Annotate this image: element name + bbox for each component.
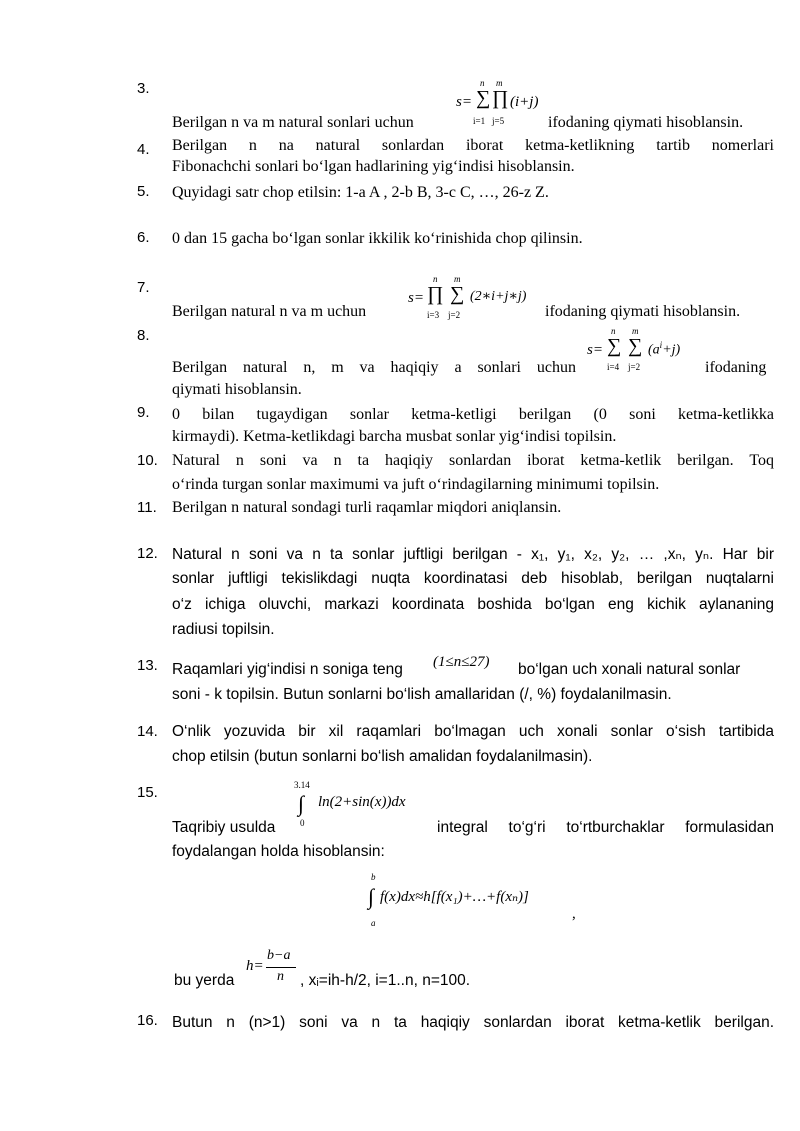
item-9-line-1: 0 bilan tugaydigan sonlar ketma-ketligi berilgan (0 soni ketma-ketlikka <box>172 406 774 423</box>
formula-7-sum-top: m <box>454 274 461 284</box>
formula-8-sum1-top: n <box>611 326 616 336</box>
item-11-line-1: Berilgan n natural sondagi turli raqamlar miqdori aniqlansin. <box>172 499 562 516</box>
item-4-line-2: Fibonachchi sonlari bo‘lgan hadlarining yig‘indisi hisoblansin. <box>172 158 575 175</box>
formula-15b-bottom: a <box>371 918 376 928</box>
formula-15-int-bottom: 0 <box>300 818 305 828</box>
formula-15-int-body: ln(2+sin(x))dx <box>318 794 406 810</box>
item-number-7: 7. <box>137 279 150 296</box>
item-number-14: 14. <box>137 723 158 740</box>
item-4-line-1: Berilgan n na natural sonlardan iborat ketma-ketlikning tartib nomerlari <box>172 137 774 154</box>
formula-3-body: (i+j) <box>510 94 539 110</box>
formula-3-sum-top: n <box>480 78 485 88</box>
formula-15b-top: b <box>371 872 376 882</box>
item-10-line-1: Natural n soni va n ta haqiqiy sonlardan iborat ketma-ketlik berilgan. Toq <box>172 452 774 469</box>
item-number-8: 8. <box>137 327 150 344</box>
formula-15-rectangles <box>368 870 588 934</box>
formula-8-sum2-bottom: j=2 <box>628 362 641 372</box>
item-14-line-2: chop etilsin (butun sonlarni bo‘lish amalidan foydalanilmasin). <box>172 748 593 765</box>
item-14-line-1: O‘nlik yozuvida bir xil raqamlari bo‘lmagan uch xonali sonlar o‘sish tartibida <box>172 723 774 740</box>
item-12-line-3: o‘z ichiga oluvchi, markazi koordinata boshida bo‘lgan eng kichik aylananing <box>172 596 774 613</box>
item-5-line-1: Quyidagi satr chop etilsin: 1-a A , 2-b B, 3-c C, …, 26-z Z. <box>172 184 549 201</box>
item-7-text-b: ifodaning qiymati hisoblansin. <box>545 303 741 320</box>
formula-8-sum1: ∑ <box>607 335 622 357</box>
formula-7-sum: ∑ <box>450 283 465 305</box>
formula-7-prod: ∏ <box>427 283 444 305</box>
item-15-text-b: integral to‘g‘ri to‘rtburchaklar formulasidan <box>437 819 774 836</box>
formula-8-body-end: +j) <box>662 342 681 358</box>
formula-7-prod-top: n <box>433 274 438 284</box>
formula-7-sum-bottom: j=2 <box>448 310 461 320</box>
formula-8 <box>587 326 697 378</box>
formula-15-h <box>246 948 302 992</box>
formula-h-lhs: h= <box>246 958 264 974</box>
item-8-text-a: Berilgan natural n, m va haqiqiy a sonlari uchun <box>172 359 576 376</box>
integral-sign: ∫ <box>298 791 305 816</box>
formula-8-sum2: ∑ <box>628 335 643 357</box>
formula-8-body-sup: i <box>659 340 663 350</box>
formula-h-denominator: n <box>277 969 284 984</box>
item-10-line-2: o‘rinda turgan sonlar maximumi va juft o‘rindagilarning minimumi topilsin. <box>172 476 660 493</box>
item-number-16: 16. <box>137 1012 158 1029</box>
formula-3-prod-bottom: j=5 <box>492 116 505 126</box>
formula-8-lhs: s= <box>587 342 603 358</box>
item-13-text-a: Raqamlari yig‘indisi n soniga teng <box>172 661 403 678</box>
item-6-line-1: 0 dan 15 gacha bo‘lgan sonlar ikkilik ko‘rinishida chop qilinsin. <box>172 230 583 247</box>
item-number-15: 15. <box>137 784 158 801</box>
formula-h-numerator: b−a <box>267 948 291 963</box>
item-15-text-tail: , xᵢ=ih-h/2, i=1..n, n=100. <box>300 972 471 989</box>
formula-3-lhs: s= <box>456 94 472 110</box>
item-number-5: 5. <box>137 183 150 200</box>
item-16-line-1: Butun n (n>1) soni va n ta haqiqiy sonlardan iborat ketma-ketlik berilgan. <box>172 1014 774 1031</box>
formula-3-sum: ∑ <box>476 87 491 109</box>
formula-8-sum1-bottom: i=4 <box>607 362 620 372</box>
item-15-line-2: foydalangan holda hisoblansin: <box>172 843 385 860</box>
formula-7-prod-bottom: i=3 <box>427 310 440 320</box>
formula-13: (1≤n≤27) <box>433 654 490 670</box>
item-12-line-2: sonlar juftligi tekislikdagi nuqta koordinatasi deb hisoblab, berilgan nuqtalarni <box>172 570 774 587</box>
formula-7-body: (2∗i+j∗j) <box>470 289 527 304</box>
item-3-text-a: Berilgan n va m natural sonlari uchun <box>172 114 414 131</box>
formula-8-sum2-top: m <box>632 326 639 336</box>
formula-15b-body: f(x)dx≈h[f(x₁)+…+f(xₙ)] <box>380 889 529 905</box>
item-number-9: 9. <box>137 404 150 421</box>
formula-3-sum-bottom: i=1 <box>473 116 486 126</box>
formula-8-body <box>648 340 680 359</box>
fraction-bar <box>266 967 296 968</box>
item-15-text-a: Taqribiy usulda <box>172 819 276 836</box>
item-13-text-b: bo‘lgan uch xonali natural sonlar <box>518 661 741 678</box>
item-7-text-a: Berilgan natural n va m uchun <box>172 303 367 320</box>
item-13-line-2: soni - k topilsin. Butun sonlarni bo‘lish amallaridan (/, %) foydalanilmasin. <box>172 686 672 703</box>
item-number-6: 6. <box>137 229 150 246</box>
formula-8-body-a: (a <box>648 342 660 358</box>
item-12-line-1: Natural n soni va n ta sonlar juftligi berilgan - x₁, y₁, x₂, y₂, … ,xₙ, yₙ. Har bir <box>172 546 774 563</box>
formula-15b-comma: , <box>572 906 576 922</box>
item-number-13: 13. <box>137 657 158 674</box>
item-3-text-b: ifodaning qiymati hisoblansin. <box>548 114 744 131</box>
formula-7-lhs: s= <box>408 290 424 306</box>
item-number-4: 4. <box>137 141 150 158</box>
item-number-12: 12. <box>137 545 158 562</box>
item-8-line-2: qiymati hisoblansin. <box>172 381 302 398</box>
formula-15-int-top: 3.14 <box>294 780 310 790</box>
item-8-text-b: ifodaning <box>705 359 767 376</box>
formula-3-prod-top: m <box>496 78 503 88</box>
item-number-11: 11. <box>137 499 157 516</box>
formula-3-prod: ∏ <box>492 87 509 109</box>
item-number-10: 10. <box>137 452 158 469</box>
item-15-text-bu-yerda: bu yerda <box>174 972 235 989</box>
integral-sign-2: ∫ <box>368 884 375 909</box>
item-12-line-4: radiusi topilsin. <box>172 621 275 638</box>
item-9-line-2: kirmaydi). Ketma-ketlikdagi barcha musbat sonlar yig‘indisi topilsin. <box>172 428 617 445</box>
item-number-3: 3. <box>137 80 150 97</box>
